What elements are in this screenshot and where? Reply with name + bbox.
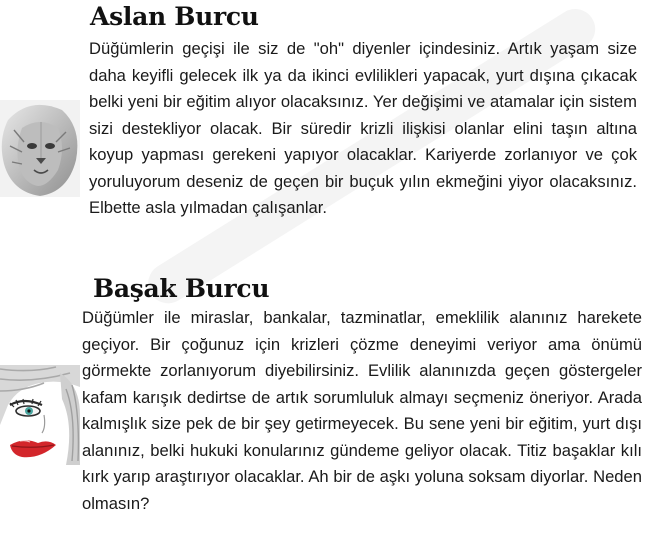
aslan-title: Aslan Burcu [90, 2, 259, 31]
woman-face-icon [0, 365, 80, 465]
basak-body: Düğümler ile miraslar, bankalar, tazminatlar, emeklilik alanınız harekete geçiyor. Bir çoğunuz için krizleri çözme deneyimi veriyor ama önümü görmekte zorlanıyorum diyebilirsiniz. Evlilik alanınızda geçen göstergeler kafam karışık dedirtse de artık sorumluluk almayı seçmeniz öneriyor. Arada kalmışlık size pek de bir şey getirmeyecek. Bu sene yeni bir eğitim, yurt dışı alanınız, belki hukuki konularınız gündeme geliyor olacak. Titiz başaklar kılı kırk yarıp araştırıyor olacaklar. Ah bir de aşkı yoluna soksam diyorlar. Neden olmasın? [82, 308, 642, 513]
lion-face-icon [0, 100, 80, 197]
basak-title: Başak Burcu [93, 274, 270, 303]
aslan-body: Düğümlerin geçişi ile siz de "oh" diyenler içindesiniz. Artık yaşam size daha keyifli gelecek ilk ya da ikinci evlilikleri yapacak, yurt dışına çıkacak belki yeni bir eğitim alıyor olacaksınız. Yer değişimi ve atamalar için sistem sizi destekliyor olacak. Bir süredir krizli ilişkisi olanlar elini taşın altına koyup yapması gerekeni yapıyor olacaklar. Kariyerde zorlanıyor ve çok yoruluyorum deseniz de geçen bir buçuk yılın ekmeğini yiyor olacaksınız. Elbette asla yılmadan çalışanlar. [89, 39, 637, 217]
